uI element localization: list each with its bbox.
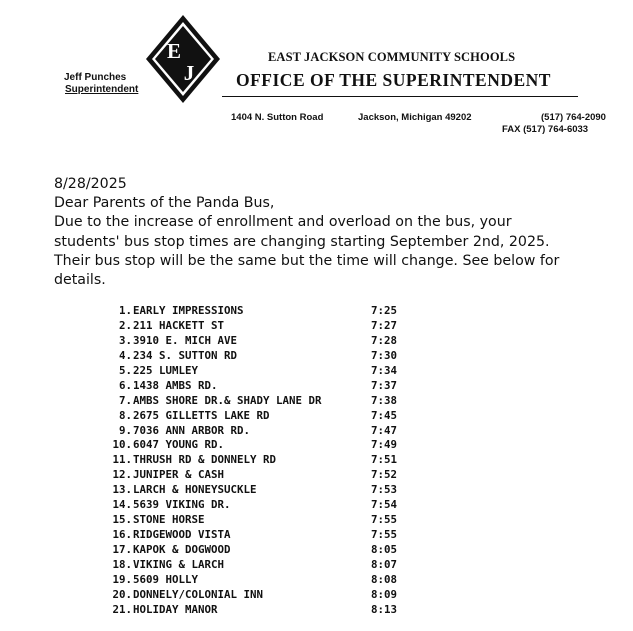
stop-time: 7:28 — [371, 333, 398, 347]
letter-date: 8/28/2025 — [54, 176, 127, 192]
stop-row — [108, 588, 408, 603]
stop-time: 8:07 — [371, 557, 398, 571]
stop-location: KAPOK & DOGWOOD — [133, 543, 231, 556]
stop-number: 1. — [118, 304, 132, 317]
stop-number: 2. — [118, 318, 132, 332]
letter-line: details. — [54, 272, 106, 289]
stop-time: 7:47 — [371, 423, 398, 437]
stop-time: 7:54 — [371, 498, 398, 512]
stop-time: 8:05 — [371, 543, 398, 556]
stop-row — [108, 438, 408, 453]
stop-location: JUNIPER & CASH — [133, 468, 225, 482]
stop-number: 10. — [112, 438, 132, 452]
stop-time: 7:37 — [371, 378, 398, 392]
address-street: 1404 N. Sutton Road — [231, 112, 324, 123]
stop-time: 8:13 — [371, 602, 398, 616]
stop-location: 5609 HOLLY — [133, 572, 199, 586]
stop-row — [108, 513, 408, 528]
stop-location: 225 LUMLEY — [133, 363, 199, 377]
office-title: OFFICE OF THE SUPERINTENDENT — [236, 70, 551, 90]
stop-number: 5. — [118, 363, 132, 377]
stop-time: 7:55 — [371, 513, 398, 527]
stop-row — [108, 483, 408, 498]
stop-location: 7036 ANN ARBOR RD. — [133, 423, 251, 437]
stop-location: RIDGEWOOD VISTA — [133, 528, 231, 542]
stop-location: DONNELY/COLONIAL INN — [133, 587, 264, 601]
school-name: EAST JACKSON COMMUNITY SCHOOLS — [268, 50, 516, 64]
stop-location: 1438 AMBS RD. — [133, 378, 218, 392]
stop-number: 19. — [112, 572, 132, 586]
stop-row — [108, 304, 408, 319]
stop-location: AMBS SHORE DR.& SHADY LANE DR — [133, 393, 322, 407]
stop-number: 4. — [118, 348, 132, 362]
stop-row — [108, 319, 408, 334]
stop-number: 7. — [118, 393, 132, 407]
stop-row — [108, 334, 408, 349]
stop-row — [108, 364, 408, 379]
stop-number: 8. — [118, 408, 132, 422]
stop-row — [108, 424, 408, 439]
stop-time: 7:53 — [371, 483, 398, 497]
letter-line: Their bus stop will be the same but the time will change. See below for — [54, 252, 560, 269]
stop-location: 3910 E. MICH AVE — [133, 333, 238, 347]
stop-number: 11. — [112, 453, 132, 467]
stop-number: 9. — [118, 423, 132, 437]
stop-row — [108, 468, 408, 483]
stop-location: EARLY IMPRESSIONS — [133, 304, 244, 317]
stop-time: 7:55 — [371, 528, 398, 542]
stop-location: 5639 VIKING DR. — [133, 498, 231, 512]
fax-number: FAX (517) 764-6033 — [502, 124, 589, 135]
stop-time: 7:30 — [371, 348, 398, 362]
superintendent-title: Superintendent — [65, 84, 139, 95]
stop-time: 8:08 — [371, 572, 398, 586]
school-logo — [145, 14, 221, 104]
stop-location: HOLIDAY MANOR — [133, 602, 218, 616]
stop-time: 7:34 — [371, 363, 398, 377]
stop-number: 6. — [118, 378, 132, 392]
stop-number: 21. — [112, 602, 132, 616]
stop-location: VIKING & LARCH — [133, 557, 225, 571]
stop-time: 7:52 — [371, 468, 398, 482]
stop-number: 16. — [112, 528, 132, 542]
logo-letter-e: E — [166, 39, 182, 63]
stop-time: 7:38 — [371, 393, 398, 407]
stop-row — [108, 349, 408, 364]
stop-number: 3. — [118, 333, 132, 347]
stop-row — [108, 394, 408, 409]
stop-location: 6047 YOUNG RD. — [133, 438, 225, 452]
stop-time: 7:49 — [371, 438, 398, 452]
stop-number: 15. — [112, 513, 132, 527]
superintendent-block — [64, 72, 144, 96]
stop-row — [108, 528, 408, 543]
stop-number: 18. — [112, 557, 132, 571]
letter-greeting: Dear Parents of the Panda Bus, — [54, 195, 275, 212]
header-divider — [222, 96, 578, 97]
stop-row — [108, 543, 408, 558]
stop-location: 2675 GILLETTS LAKE RD — [133, 408, 270, 422]
stop-location: STONE HORSE — [133, 513, 205, 527]
stop-number: 17. — [112, 543, 132, 556]
stop-location: 211 HACKETT ST — [133, 318, 225, 332]
letter-body — [54, 175, 624, 290]
stop-time: 8:09 — [371, 587, 398, 601]
superintendent-name: Jeff Punches — [64, 72, 127, 83]
stop-number: 20. — [112, 587, 132, 601]
stop-row — [108, 409, 408, 424]
stop-location: LARCH & HONEYSUCKLE — [133, 483, 257, 497]
stop-row — [108, 379, 408, 394]
stop-time: 7:27 — [371, 318, 398, 332]
stop-location: 234 S. SUTTON RD — [133, 348, 238, 362]
bus-stop-list — [108, 304, 408, 618]
address-city: Jackson, Michigan 49202 — [358, 112, 472, 123]
stop-number: 14. — [112, 498, 132, 512]
stop-row — [108, 573, 408, 588]
letter-line: Due to the increase of enrollment and overload on the bus, your — [54, 214, 512, 231]
letter-line: students' bus stop times are changing starting September 2nd, 2025. — [54, 233, 550, 250]
stop-row — [108, 453, 408, 468]
phone-number: (517) 764-2090 — [541, 112, 606, 123]
stop-time: 7:25 — [371, 304, 398, 317]
logo-letter-j: J — [183, 61, 195, 85]
stop-time: 7:45 — [371, 408, 398, 422]
stop-time: 7:51 — [371, 453, 398, 467]
stop-row — [108, 498, 408, 513]
stop-number: 12. — [112, 468, 132, 482]
stop-row — [108, 603, 408, 618]
stop-location: THRUSH RD & DONNELY RD — [133, 453, 277, 467]
stop-number: 13. — [112, 483, 132, 497]
stop-row — [108, 558, 408, 573]
